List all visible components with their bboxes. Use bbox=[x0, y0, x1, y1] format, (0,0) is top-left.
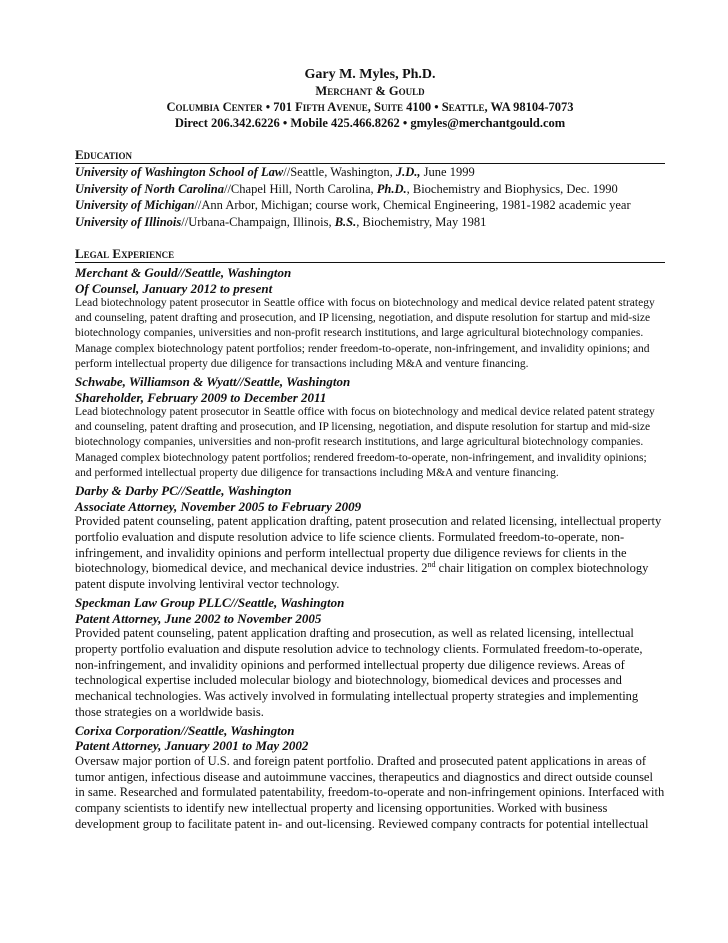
school-name: University of Illinois bbox=[75, 214, 182, 229]
education-detail: //Urbana-Champaign, Illinois, bbox=[181, 214, 335, 229]
degree: J.D., bbox=[395, 165, 421, 179]
job-role: Shareholder, February 2009 to December 2011 bbox=[75, 389, 327, 405]
resume-header bbox=[75, 66, 665, 131]
job-entry bbox=[75, 374, 665, 481]
school-name: University of Michigan bbox=[75, 198, 195, 212]
job-role: Of Counsel, January 2012 to present bbox=[75, 280, 273, 296]
job-description-part: chair litigation on complex biotechnology patent dispute involving lentiviral vector technology. bbox=[75, 561, 649, 592]
education-detail: //Ann Arbor, Michigan; course work, Chemical Engineering, 1981-1982 academic year bbox=[194, 198, 631, 212]
job-description: Lead biotechnology patent prosecutor in Seattle office with focus on biotechnology and medical device related patent strategy and counseling, patent drafting and prosecution, and IP licensing, negotiation, and dispute resolution for startup and mid-size biotechnology companies, universities and non-profit research institutions, and large agricultural biotechnology companies. Manage complex biotechnology patent portfolios; render freedom-to-operate, non-infringement, and invalidity opinions; and perform intellectual property due diligence for transactions including M&A and venture financing. bbox=[75, 297, 655, 370]
ordinal-suffix: nd bbox=[427, 560, 436, 570]
job-entry bbox=[75, 595, 665, 721]
experience-heading: Legal Experience bbox=[75, 246, 665, 263]
job-employer: Corixa Corporation//Seattle, Washington bbox=[75, 722, 295, 738]
job-employer: Schwabe, Williamson & Wyatt//Seattle, Washington bbox=[75, 374, 351, 390]
education-item bbox=[75, 164, 665, 181]
firm-name: Merchant & Gould bbox=[315, 84, 425, 98]
candidate-name: Gary M. Myles, Ph.D. bbox=[304, 67, 436, 82]
resume-page bbox=[75, 66, 665, 833]
job-entry bbox=[75, 483, 665, 593]
education-detail: , Biochemistry, May 1981 bbox=[356, 214, 487, 229]
job-employer: Speckman Law Group PLLC//Seattle, Washington bbox=[75, 595, 345, 611]
job-role: Patent Attorney, June 2002 to November 2005 bbox=[75, 610, 322, 626]
contact-info: Direct 206.342.6226 • Mobile 425.466.8262 • gmyles@merchantgould.com bbox=[174, 116, 566, 130]
education-list bbox=[75, 164, 665, 230]
degree: Ph.D. bbox=[376, 181, 407, 196]
job-role: Associate Attorney, November 2005 to February 2009 bbox=[75, 498, 362, 514]
education-detail: //Seattle, Washington, bbox=[283, 165, 396, 179]
education-heading: Education bbox=[75, 147, 665, 164]
school-name: University of Washington School of Law bbox=[75, 165, 284, 179]
education-detail: June 1999 bbox=[420, 165, 475, 179]
degree: B.S. bbox=[334, 214, 357, 229]
job-description: Lead biotechnology patent prosecutor in Seattle office with focus on biotechnology and medical device related patent strategy and counseling, patent drafting and prosecution, and IP licensing, negotiation, and dispute resolution for startup and mid-size biotechnology companies, universities and non-profit research institutions, and large agricultural biotechnology companies. Managed complex biotechnology patent portfolios; rendered freedom-to-operate, non-infringement, and invalidity opinions; and performed intellectual property due diligence for transactions including M&A and venture financing. bbox=[75, 406, 655, 479]
education-item bbox=[75, 181, 665, 198]
job-description: Provided patent counseling, patent application drafting and prosecution, as well as related licensing, intellectual property portfolio evaluation and dispute resolution advice to technology clients. Formulated freedom-to-operate, non-infringement, and invalidity opinions and performed intellectual property due diligence reviews. Areas of technological expertise included molecular biology and biotechnology, biomedical devices and processes and mechanical technologies. Was actively involved in formulating intellectual property strategies and implementing those strategies on a worldwide basis. bbox=[75, 626, 643, 719]
education-detail: //Chapel Hill, North Carolina, bbox=[223, 181, 377, 196]
job-role: Patent Attorney, January 2001 to May 2002 bbox=[75, 738, 309, 754]
job-entry bbox=[75, 723, 665, 833]
education-item bbox=[75, 214, 665, 231]
job-employer: Merchant & Gould//Seattle, Washington bbox=[75, 265, 292, 280]
job-description-part: Provided patent counseling, patent application drafting, patent prosecution and related licensing, intellectual property portfolio evaluation and dispute resolution advice to life science clients. Formulated freedom-to-operate, non-infringement, and invalidity opinions and perform intellectual property due diligence reviews for clients in the biotechnology, biomedical device, and mechanical device industries. 2 bbox=[75, 514, 662, 576]
job-description bbox=[75, 514, 665, 593]
education-detail: , Biochemistry and Biophysics, Dec. 1990 bbox=[406, 181, 618, 196]
education-item bbox=[75, 197, 665, 214]
school-name: University of North Carolina bbox=[75, 181, 224, 196]
job-entry bbox=[75, 265, 665, 372]
job-employer: Darby & Darby PC//Seattle, Washington bbox=[75, 483, 292, 499]
job-description: Oversaw major portion of U.S. and foreign patent portfolio. Drafted and prosecuted patent applications in areas of tumor antigen, infectious disease and autoimmune vaccines, therapeutics and diagnostics and direct outside counsel in same. Researched and formulated patentability, freedom-to-operate and non-infringement opinions. Interfaced with company scientists to identify new intellectual property and licensing opportunities. Worked with business development group to facilitate patent in- and out-licensing. Reviewed company contracts for potential intellectual bbox=[75, 753, 665, 831]
firm-address: Columbia Center • 701 Fifth Avenue, Suite 4100 • Seattle, WA 98104-7073 bbox=[166, 100, 574, 114]
